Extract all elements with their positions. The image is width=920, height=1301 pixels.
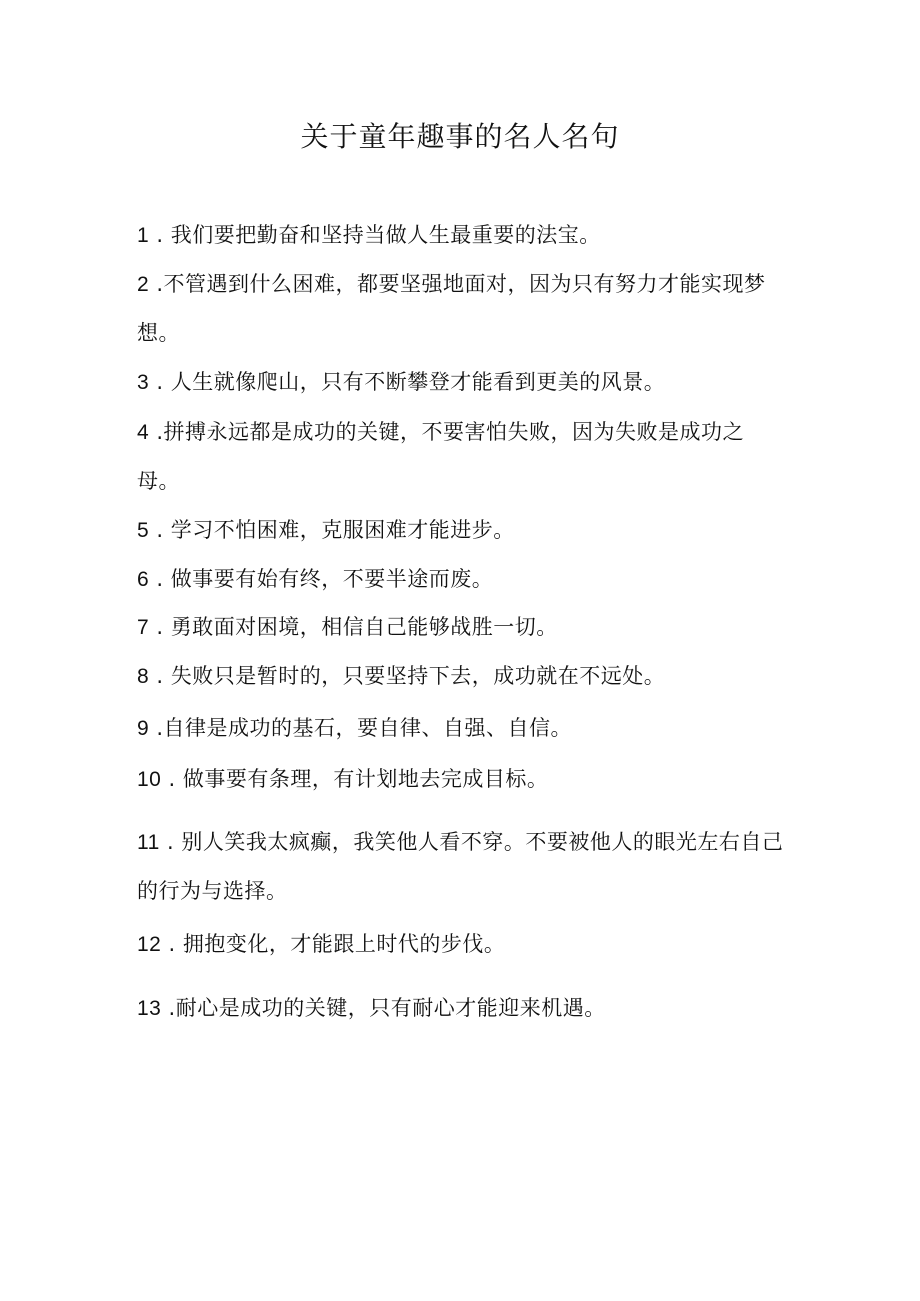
item-number: 3 — [137, 371, 150, 394]
item-number: 11 — [137, 831, 160, 854]
item-text: 学习不怕困难，克服困难才能进步。 — [170, 518, 515, 542]
item-separator: . — [149, 567, 171, 591]
item-text: 做事要有始有终，不要半途而废。 — [170, 567, 494, 591]
item-number: 7 — [137, 616, 150, 639]
item-number: 5 — [137, 519, 150, 542]
item-text: 别人笑我太疯癫，我笑他人看不穿。不要被他人的眼光左右自己的行为与选择。 — [137, 830, 784, 903]
item-separator: . — [149, 223, 171, 247]
item-separator: . — [161, 996, 176, 1020]
item-text: 做事要有条理，有计划地去完成目标。 — [182, 767, 549, 791]
item-separator: . — [149, 716, 164, 740]
item-text: 不管遇到什么困难，都要坚强地面对，因为只有努力才能实现梦想。 — [137, 272, 766, 345]
list-item — [137, 408, 787, 506]
list-item — [137, 358, 787, 407]
list-item — [137, 603, 787, 652]
item-text: 失败只是暂时的，只要坚持下去，成功就在不远处。 — [170, 664, 666, 688]
item-number: 1 — [137, 224, 150, 247]
item-text: 勇敢面对困境，相信自己能够战胜一切。 — [170, 615, 558, 639]
item-number: 13 — [137, 997, 162, 1020]
item-number: 9 — [137, 717, 150, 740]
item-separator: . — [149, 370, 171, 394]
item-separator: . — [159, 830, 182, 854]
item-separator: . — [149, 518, 171, 542]
item-text: 耐心是成功的关键，只有耐心才能迎来机遇。 — [175, 996, 606, 1020]
list-item — [137, 555, 787, 604]
list-item — [137, 652, 787, 701]
item-separator: . — [149, 664, 171, 688]
page-title: 关于童年趣事的名人名句 — [300, 120, 620, 153]
item-number: 12 — [137, 933, 162, 956]
item-separator: . — [161, 767, 183, 791]
list-item — [137, 920, 787, 969]
list-item — [137, 704, 787, 753]
list-item — [137, 506, 787, 555]
list-item — [137, 260, 787, 358]
item-separator: . — [149, 420, 164, 444]
list-item — [137, 755, 787, 804]
item-text: 我们要把勤奋和坚持当做人生最重要的法宝。 — [170, 223, 601, 247]
item-separator: . — [161, 932, 183, 956]
item-text: 人生就像爬山，只有不断攀登才能看到更美的风景。 — [170, 370, 666, 394]
item-separator: . — [149, 272, 164, 296]
item-text: 自律是成功的基石，要自律、自强、自信。 — [163, 716, 573, 740]
item-number: 6 — [137, 568, 150, 591]
list-item — [137, 211, 787, 260]
item-number: 4 — [137, 421, 150, 444]
list-item — [137, 818, 787, 916]
item-text: 拼搏永远都是成功的关键，不要害怕失败，因为失败是成功之母。 — [137, 420, 745, 493]
item-number: 8 — [137, 665, 150, 688]
item-text: 拥抱变化，才能跟上时代的步伐。 — [182, 932, 506, 956]
item-number: 2 — [137, 273, 150, 296]
item-number: 10 — [137, 768, 162, 791]
item-separator: . — [149, 615, 171, 639]
list-item — [137, 984, 787, 1033]
